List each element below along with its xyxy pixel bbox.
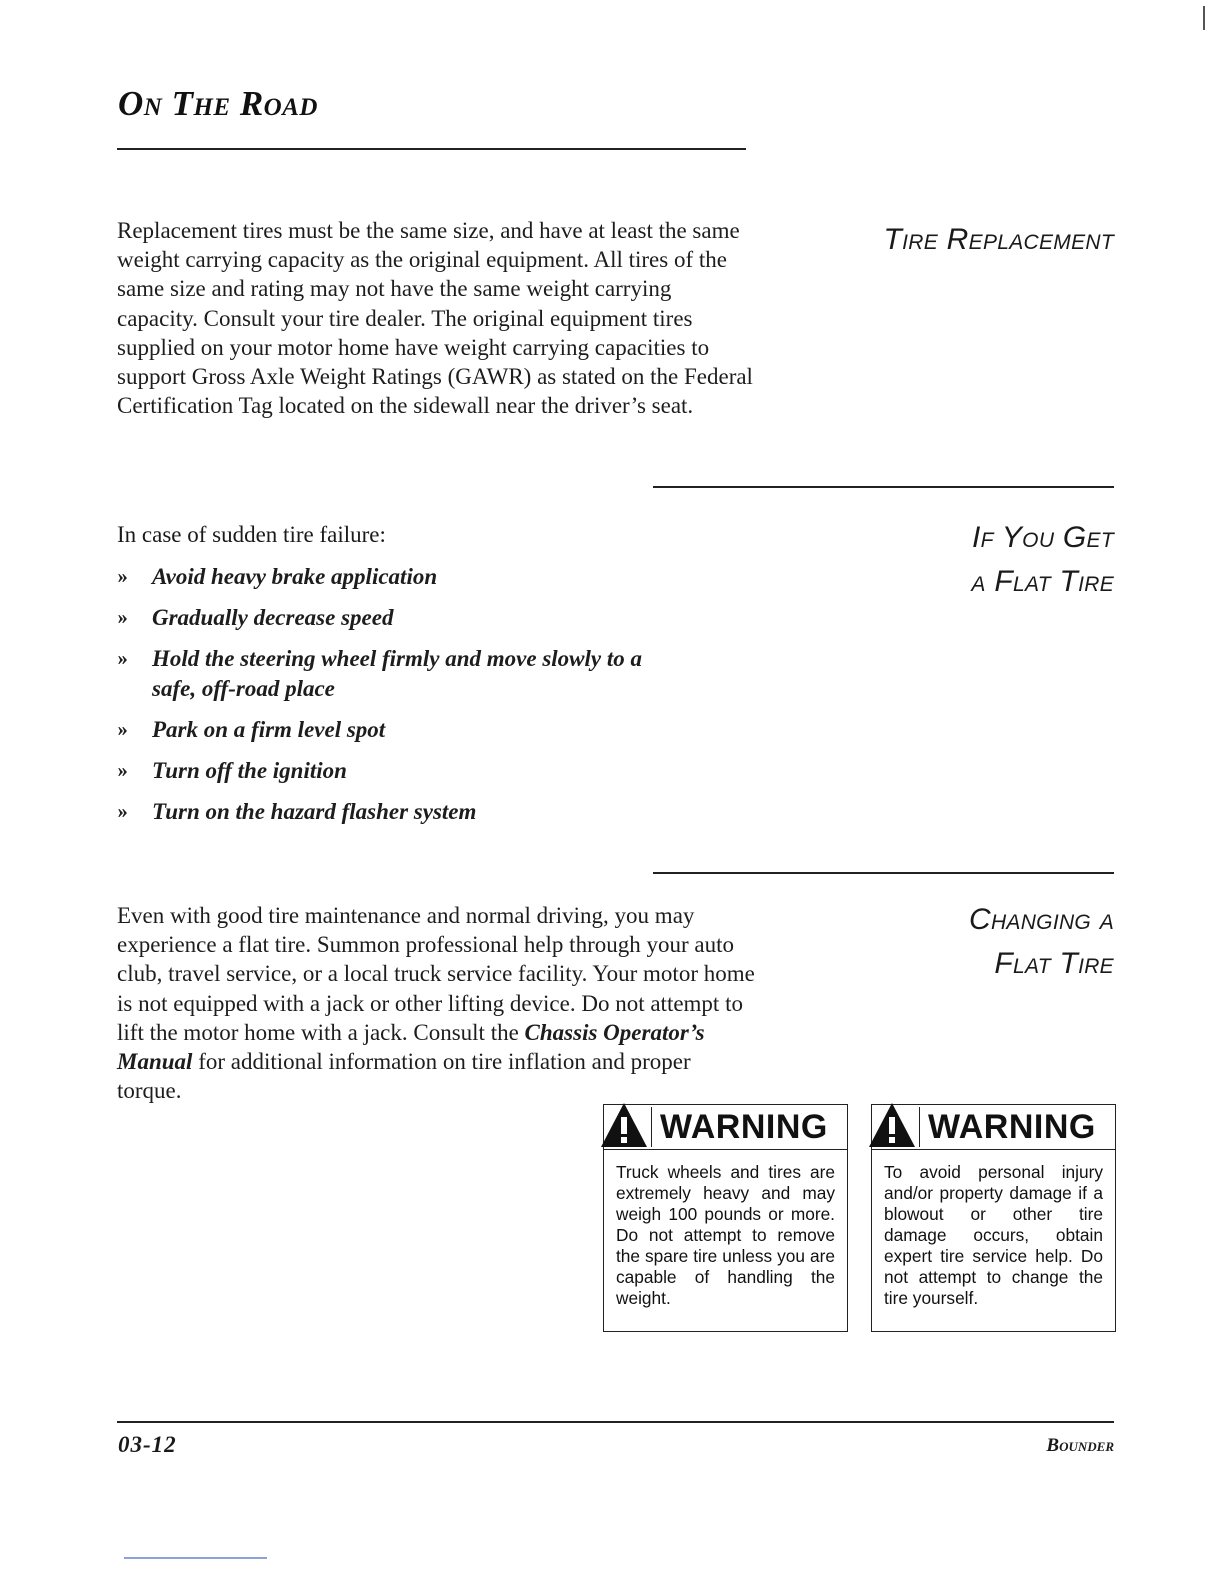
changing-flat-heading-line2: Flat Tire <box>994 947 1114 980</box>
section-rule-2 <box>653 872 1114 874</box>
bullet-chevron-icon: ›› <box>117 646 125 671</box>
flat-tire-lead: In case of sudden tire failure: <box>117 522 386 547</box>
tire-replacement-heading <box>884 218 1115 262</box>
header-rule <box>117 148 746 150</box>
step-text: Hold the steering wheel firmly and move slowly to a safe, off-road place <box>152 646 643 701</box>
tire-replacement-heading-text: Tire Replacement <box>883 223 1114 256</box>
list-item <box>117 756 677 785</box>
bullet-chevron-icon: ›› <box>117 564 125 588</box>
section-rule-1 <box>653 486 1114 488</box>
flat-tire-steps <box>117 562 677 838</box>
warning-triangle-icon <box>868 1101 916 1149</box>
step-text: Gradually decrease speed <box>152 605 394 631</box>
warning-header <box>872 1105 1115 1150</box>
warning-label: WARNING <box>919 1107 1096 1147</box>
flat-tire-heading-line1: If You Get <box>972 521 1114 554</box>
list-item <box>117 715 677 744</box>
warning-text: To avoid personal injury and/or property damage if a blowout or other tire damage occurs, obtain expert tire service help. Do not attempt to change the tire yourself. <box>884 1162 1103 1308</box>
warning-header <box>604 1105 847 1150</box>
brand-name: Bounder <box>1046 1435 1114 1456</box>
changing-flat-text-part1: Even with good tire maintenance and normal driving, you may experience a flat tire. Summon professional help through your auto club, travel service, or a local truck service facility. Your motor home is not equipped with a jack or other lifting device. Do not attempt to lift the motor home with a jack. Consult the <box>117 903 755 1045</box>
list-item <box>117 644 677 702</box>
flat-tire-heading-line2: a Flat Tire <box>971 565 1114 598</box>
flat-tire-heading <box>971 516 1114 604</box>
warning-box <box>603 1104 848 1332</box>
bullet-chevron-icon: ›› <box>117 799 125 824</box>
changing-flat-heading <box>969 898 1114 986</box>
step-text: Park on a firm level spot <box>152 716 386 742</box>
warning-text: Truck wheels and tires are extremely heavy and may weigh 100 pounds or more. Do not attempt to remove the spare tire unless you are capable of handling the weight. <box>616 1162 835 1308</box>
step-text: Avoid heavy brake application <box>152 564 438 589</box>
tire-replacement-text: Replacement tires must be the same size, and have at least the same weight carrying capacity as the original equipment. All tires of the same size and rating may not have the same weight carrying capacity. Consult your tire dealer. The original equipment tires supplied on your motor home have weight carrying capacities to support Gross Axle Weight Ratings (GAWR) as stated on the Federal Certification Tag located on the sidewall near the driver’s seat. <box>117 218 753 419</box>
scan-mark <box>124 1557 267 1559</box>
warning-box <box>871 1104 1116 1332</box>
chapter-title: On The Road <box>118 84 318 123</box>
list-item <box>117 797 677 826</box>
warning-triangle-icon <box>600 1101 648 1149</box>
bullet-chevron-icon: ›› <box>117 605 125 630</box>
warning-label: WARNING <box>651 1107 828 1147</box>
list-item <box>117 562 677 591</box>
chassis-manual-title: Chassis Operator’s Manual <box>117 1019 705 1075</box>
step-text: Turn off the ignition <box>152 758 347 784</box>
footer-rule <box>117 1421 1114 1423</box>
step-text: Turn on the hazard flasher system <box>152 799 477 825</box>
changing-flat-text <box>117 901 757 1105</box>
changing-flat-heading-line1: Changing a <box>968 903 1114 936</box>
list-item <box>117 603 677 632</box>
scan-mark <box>1203 6 1205 30</box>
bullet-chevron-icon: ›› <box>117 716 125 741</box>
changing-flat-text-part2: for additional information on tire inflation and proper torque. <box>117 1049 691 1104</box>
bullet-chevron-icon: ›› <box>117 758 125 783</box>
page-number: 03-12 <box>118 1432 177 1457</box>
